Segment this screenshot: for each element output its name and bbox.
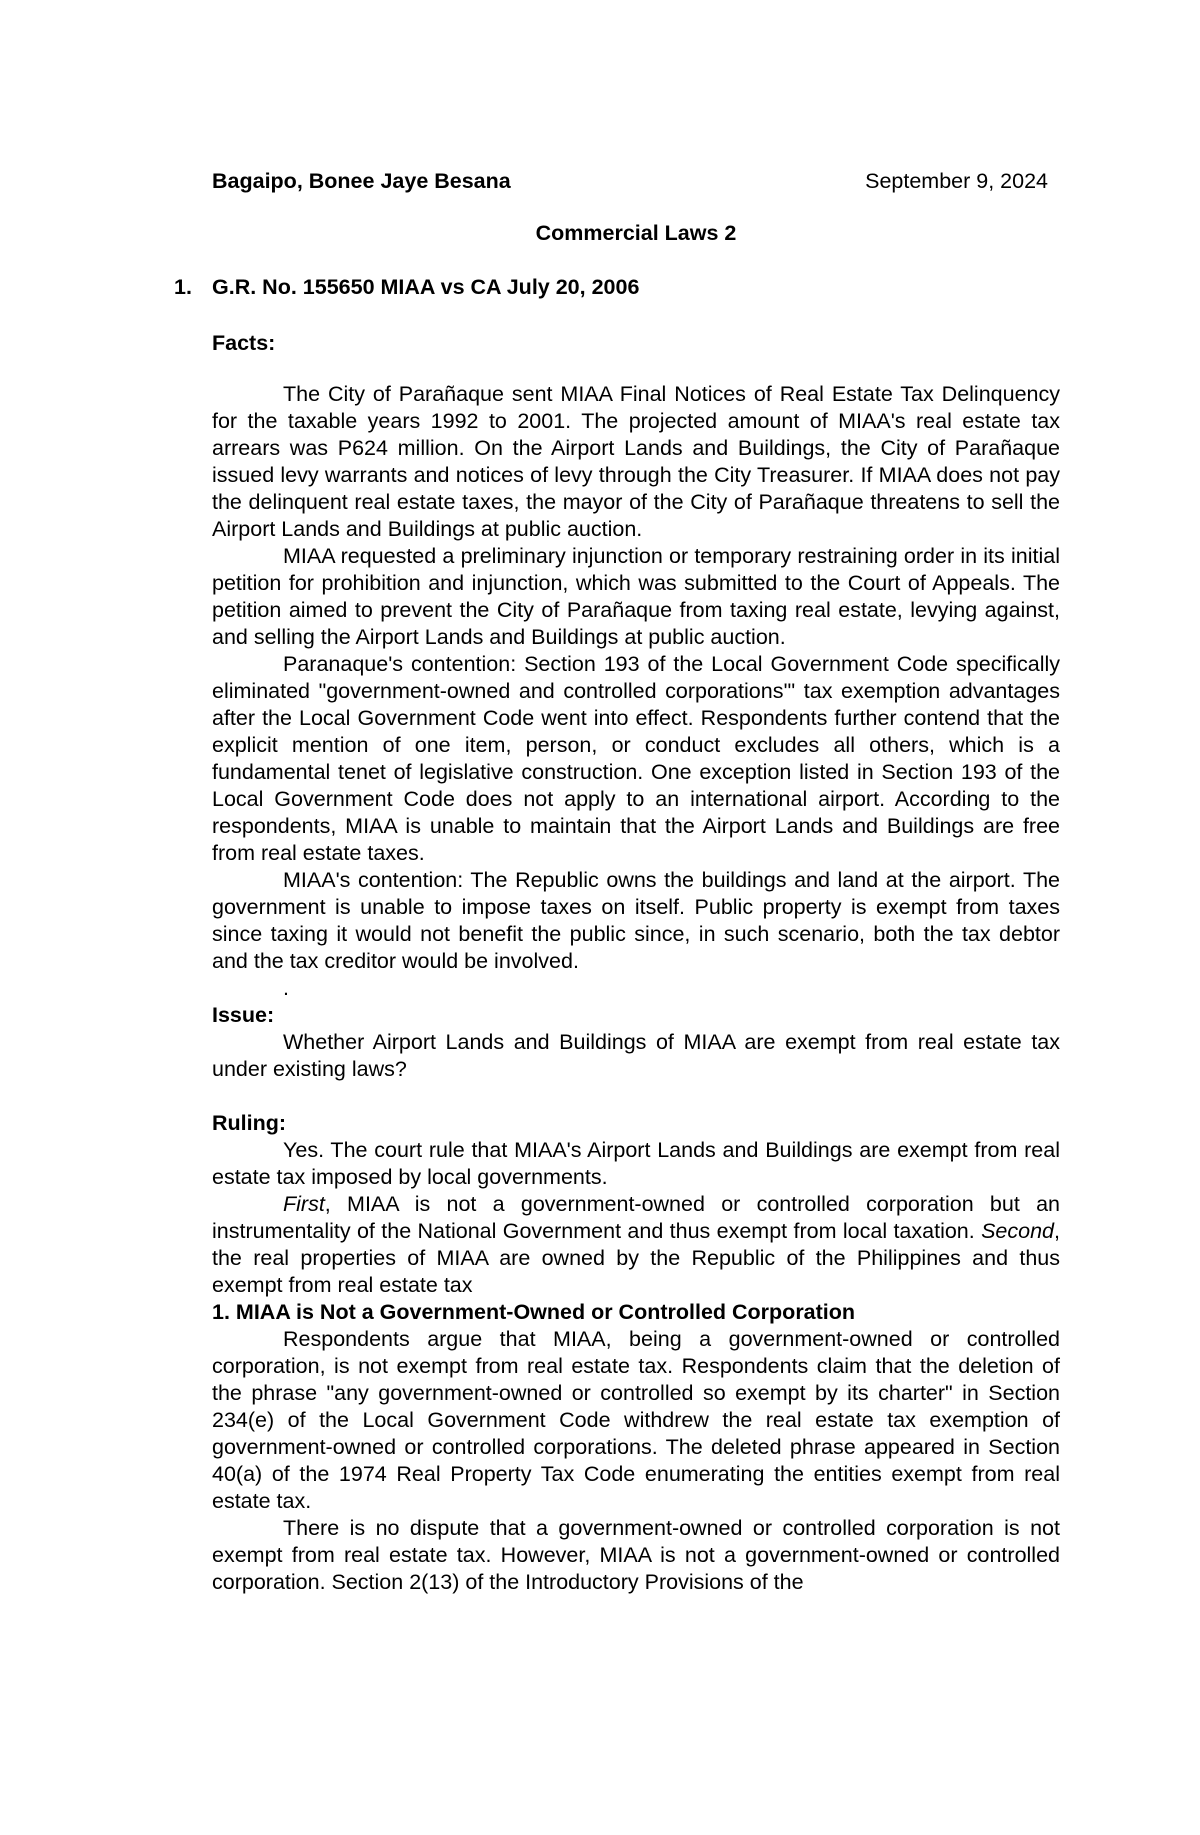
- issue-text: Whether Airport Lands and Buildings of MIAA are exempt from real estate tax under existing laws?: [212, 1030, 1060, 1081]
- document-date: September 9, 2024: [865, 169, 1048, 193]
- course-title: Commercial Laws 2: [535, 221, 737, 245]
- facts-paragraph-4: MIAA's contention: The Republic owns the buildings and land at the airport. The government is unable to impose taxes on itself. Public property is exempt from taxes since taxing it would not benefit the public since, in such scenario, both the tax debtor and the tax creditor would be involved.: [212, 868, 1060, 973]
- ruling-paragraph-2-mid: , MIAA is not a government-owned or controlled corporation but an instrumentality of the National Government and thus exempt from local taxation.: [212, 1192, 1060, 1243]
- facts-paragraph-2: MIAA requested a preliminary injunction or temporary restraining order in its initial petition for prohibition and injunction, which was submitted to the Court of Appeals. The petition aimed to prevent the City of Parañaque from taxing real estate, levying against, and selling the Airport Lands and Buildings at public auction.: [212, 544, 1060, 649]
- case-title: G.R. No. 155650 MIAA vs CA July 20, 2006: [212, 275, 640, 299]
- facts-heading: Facts:: [212, 331, 276, 355]
- facts-paragraph-3: Paranaque's contention: Section 193 of the Local Government Code specifically eliminated "government-owned and controlled corporations'" tax exemption advantages after the Local Government Code went into effect. Respondents further contend that the explicit mention of one item, person, or conduct excludes all others, which is a fundamental tenet of legislative construction. One exception listed in Section 193 of the Local Government Code does not apply to an international airport. According to the respondents, MIAA is unable to maintain that the Airport Lands and Buildings are free from real estate taxes.: [212, 652, 1060, 865]
- facts-trailing-mark: .: [283, 976, 289, 1000]
- ruling-paragraph-4: There is no dispute that a government-owned or controlled corporation is not exempt from real estate tax. However, MIAA is not a government-owned or controlled corporation. Section 2(13) of the Introductory Provisions of the: [212, 1516, 1060, 1594]
- first-emphasis: First: [283, 1192, 325, 1216]
- ruling-paragraph-2: [212, 1191, 1060, 1299]
- issue-heading: Issue:: [212, 1003, 275, 1027]
- document-page: [174, 168, 1060, 1596]
- ruling-paragraph-2-end: , the real properties of MIAA are owned by the Republic of the Philippines and thus exempt from real estate tax: [212, 1219, 1060, 1297]
- case-number: 1.: [174, 275, 192, 299]
- ruling-paragraph-3: Respondents argue that MIAA, being a government-owned or controlled corporation, is not exempt from real estate tax. Respondents claim that the deletion of the phrase "any government-owned or controlled so exempt by its charter" in Section 234(e) of the Local Government Code withdrew the real estate tax exemption of government-owned or controlled corporations. The deleted phrase appeared in Section 40(a) of the 1974 Real Property Tax Code enumerating the entities exempt from real estate tax.: [212, 1327, 1060, 1513]
- case-heading: [174, 274, 1060, 304]
- ruling-paragraph-1: Yes. The court rule that MIAA's Airport Lands and Buildings are exempt from real estate tax imposed by local governments.: [212, 1138, 1060, 1189]
- ruling-subheading: 1. MIAA is Not a Government-Owned or Controlled Corporation: [212, 1300, 856, 1324]
- ruling-heading: Ruling:: [212, 1111, 287, 1135]
- author-name: Bagaipo, Bonee Jaye Besana: [212, 169, 511, 193]
- second-emphasis: Second: [981, 1219, 1055, 1243]
- header-row: [212, 168, 1060, 198]
- facts-paragraph-1: The City of Parañaque sent MIAA Final Notices of Real Estate Tax Delinquency for the taxable years 1992 to 2001. The projected amount of MIAA's real estate tax arrears was P624 million. On the Airport Lands and Buildings, the City of Parañaque issued levy warrants and notices of levy through the City Treasurer. If MIAA does not pay the delinquent real estate taxes, the mayor of the City of Parañaque threatens to sell the Airport Lands and Buildings at public auction.: [212, 382, 1060, 541]
